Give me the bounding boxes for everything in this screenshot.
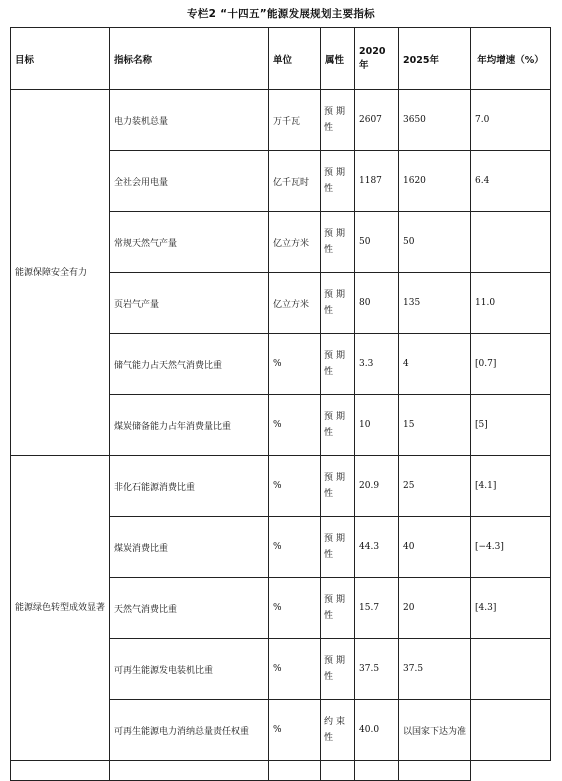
row-growth: [4.1] (471, 456, 551, 517)
row-2025: 20 (399, 578, 471, 639)
row-2020: 44.3 (355, 517, 399, 578)
row-attr: 预期性 (321, 578, 355, 639)
row-unit: 万千瓦 (269, 90, 321, 151)
row-unit (110, 761, 269, 781)
row-name: 可再生能源电力消纳总量责任权重 (110, 700, 269, 761)
row-growth: 7.0 (471, 90, 551, 151)
row-unit: % (269, 517, 321, 578)
row-growth: 6.4 (471, 151, 551, 212)
row-attr: 约束性 (321, 700, 355, 761)
header-unit: 单位 (269, 28, 321, 90)
header-target: 目标 (11, 28, 110, 90)
row-growth: 11.0 (471, 273, 551, 334)
row-name: 电力装机总量 (110, 90, 269, 151)
header-2020: 2020年 (355, 28, 399, 90)
row-2020: 80 (355, 273, 399, 334)
row-name (11, 761, 110, 781)
header-name: 指标名称 (110, 28, 269, 90)
row-2025: 40 (399, 517, 471, 578)
row-2020: 3.3 (355, 334, 399, 395)
row-2020: 1187 (355, 151, 399, 212)
row-unit: 亿千瓦时 (269, 151, 321, 212)
row-2020: 10 (355, 395, 399, 456)
row-name: 煤炭消费比重 (110, 517, 269, 578)
row-attr: 预期性 (321, 395, 355, 456)
row-name: 全社会用电量 (110, 151, 269, 212)
row-name: 煤炭储备能力占年消费量比重 (110, 395, 269, 456)
row-unit: % (269, 700, 321, 761)
row-attr: 预期性 (321, 517, 355, 578)
row-unit: % (269, 639, 321, 700)
row-unit: 亿立方米 (269, 273, 321, 334)
row-2025: 135 (399, 273, 471, 334)
row-2025: 1620 (399, 151, 471, 212)
row-2025: 50 (399, 212, 471, 273)
row-unit: 亿立方米 (269, 212, 321, 273)
row-growth (399, 761, 471, 781)
row-attr: 预期性 (321, 639, 355, 700)
row-2025: 15 (399, 395, 471, 456)
table-row (11, 456, 551, 517)
row-name: 天然气消费比重 (110, 578, 269, 639)
row-unit: % (269, 395, 321, 456)
row-name: 常规天然气产量 (110, 212, 269, 273)
row-attr: 预期性 (321, 90, 355, 151)
header-growth: 年均增速（%） (471, 28, 551, 90)
header-row (11, 28, 551, 90)
row-growth (471, 639, 551, 700)
table-row (11, 90, 551, 151)
row-attr: 预期性 (321, 334, 355, 395)
row-growth (471, 212, 551, 273)
row-2020 (321, 761, 355, 781)
row-growth: [4.3] (471, 578, 551, 639)
row-unit: % (269, 334, 321, 395)
header-attr: 属性 (321, 28, 355, 90)
row-2025: 3650 (399, 90, 471, 151)
row-attr: 预期性 (321, 456, 355, 517)
indicator-table (10, 27, 551, 781)
row-name: 储气能力占天然气消费比重 (110, 334, 269, 395)
row-2020: 2607 (355, 90, 399, 151)
row-2020: 37.5 (355, 639, 399, 700)
group-target: 能源绿色转型成效显著 (11, 456, 110, 761)
row-attr: 预期性 (321, 273, 355, 334)
row-2025: 37.5 (399, 639, 471, 700)
row-name: 非化石能源消费比重 (110, 456, 269, 517)
row-growth: [−4.3] (471, 517, 551, 578)
header-2025: 2025年 (399, 28, 471, 90)
table-row-partial (11, 761, 551, 781)
row-name: 可再生能源发电装机比重 (110, 639, 269, 700)
row-2025: 以国家下达为准 (399, 700, 471, 761)
row-2020: 40.0 (355, 700, 399, 761)
row-2025: 25 (399, 456, 471, 517)
row-2025 (355, 761, 399, 781)
row-name: 页岩气产量 (110, 273, 269, 334)
row-2020: 50 (355, 212, 399, 273)
row-growth: [5] (471, 395, 551, 456)
row-2020: 15.7 (355, 578, 399, 639)
row-attr: 预期性 (321, 212, 355, 273)
row-attr: 预期性 (321, 151, 355, 212)
group-target: 能源保障安全有力 (11, 90, 110, 456)
row-attr (269, 761, 321, 781)
row-2025: 4 (399, 334, 471, 395)
row-unit: % (269, 456, 321, 517)
row-growth: [0.7] (471, 334, 551, 395)
row-growth (471, 700, 551, 761)
table-caption: 专栏2 “十四五”能源发展规划主要指标 (187, 8, 375, 20)
row-unit: % (269, 578, 321, 639)
row-2020: 20.9 (355, 456, 399, 517)
